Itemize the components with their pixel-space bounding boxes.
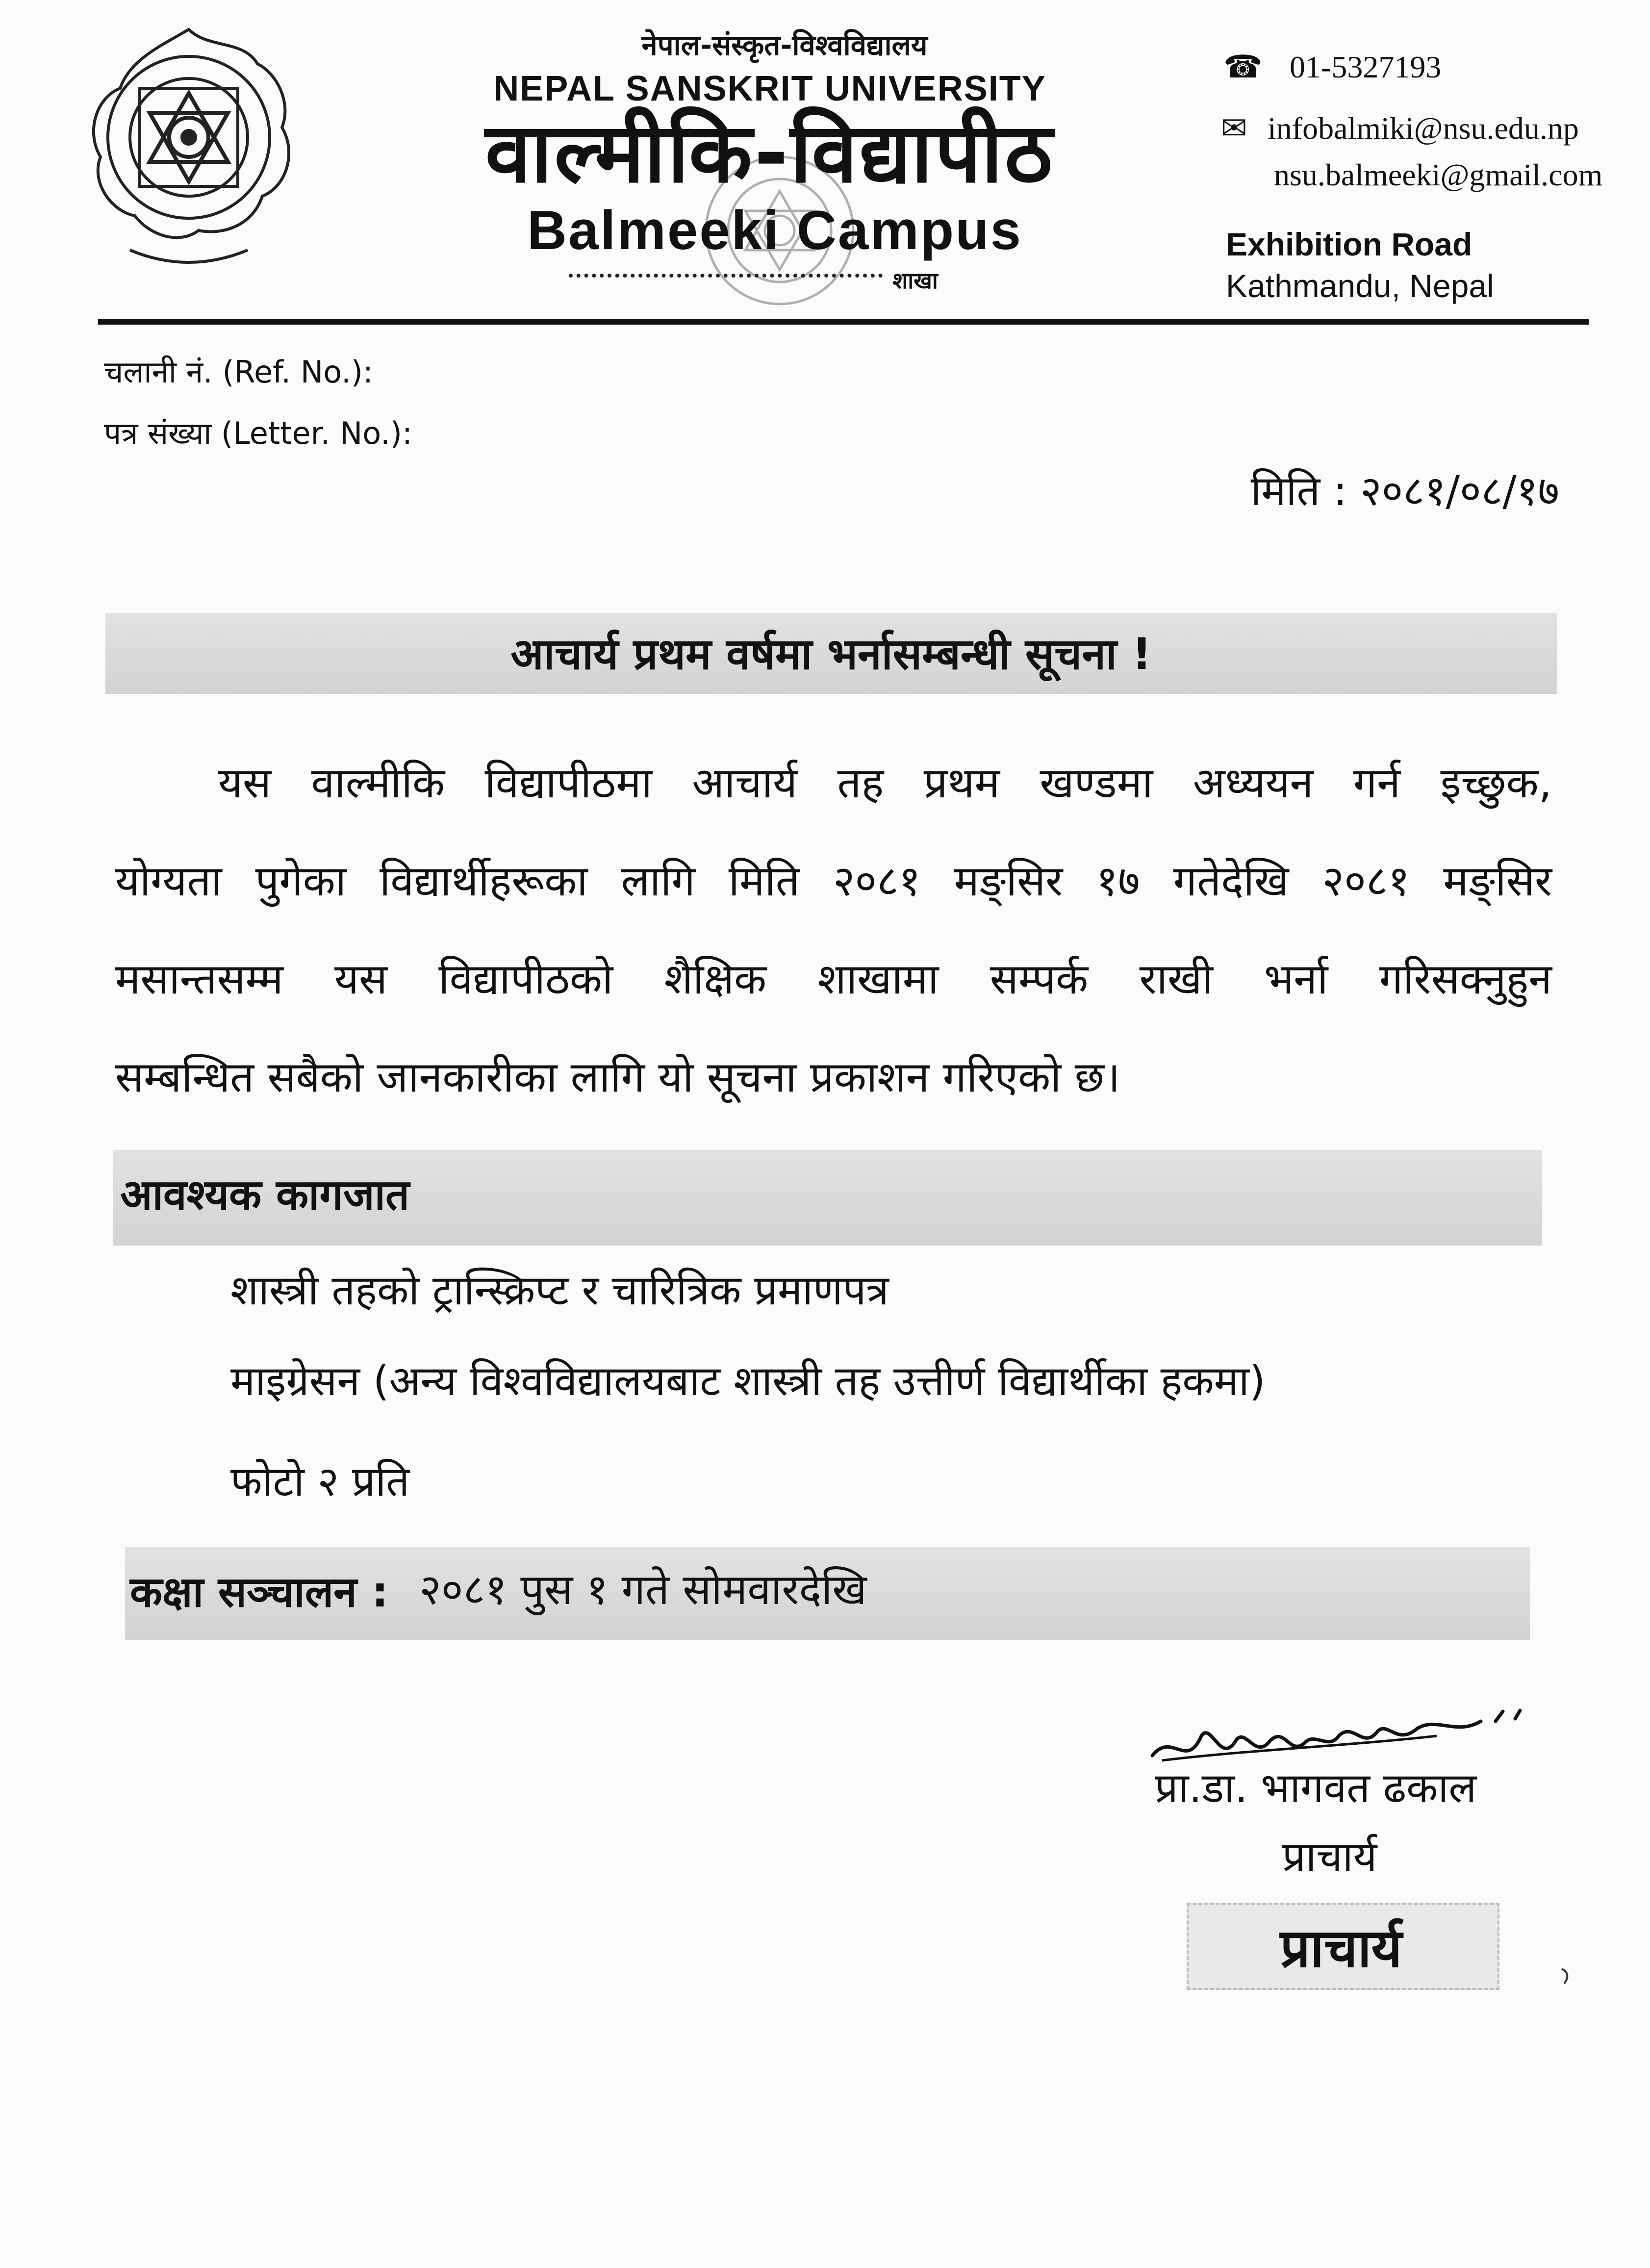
body-line-1: यस वाल्मीकि विद्यापीठमा आचार्य तह प्रथम खण्डमा अध्ययन गर्न इच्छुक, bbox=[218, 759, 1552, 808]
address-line-2: Kathmandu, Nepal bbox=[1226, 268, 1494, 304]
doc-item: शास्त्री तहको ट्रान्स्क्रिप्ट र चारित्रिक प्रमाणपत्र bbox=[230, 1266, 889, 1314]
campus-name-nepali: वाल्मीकि-विद्यापीठ bbox=[485, 105, 1055, 201]
class-start-label: कक्षा सञ्चालन : bbox=[130, 1568, 389, 1617]
branch-label: शाखा bbox=[892, 267, 938, 294]
signatory-title: प्राचार्य bbox=[1282, 1833, 1377, 1881]
mail-icon: ✉ bbox=[1221, 110, 1247, 147]
ref-number: चलानी नं. (Ref. No.): bbox=[104, 354, 373, 390]
university-name-nepali: नेपाल-संस्कृत-विश्वविद्यालय bbox=[641, 28, 928, 62]
signatory-name: प्रा.डा. भागवत ढकाल bbox=[1155, 1764, 1477, 1812]
doc-item: माइग्रेसन (अन्य विश्वविद्यालयबाट शास्त्री तह उत्तीर्ण विद्यार्थीका हकमा) bbox=[230, 1357, 1266, 1405]
body-line-4: सम्बन्धित सबैको जानकारीका लागि यो सूचना प्रकाशन गरिएको छ। bbox=[115, 1053, 1120, 1102]
email-primary: infobalmiki@nsu.edu.np bbox=[1268, 111, 1579, 146]
university-name-english: NEPAL SANSKRIT UNIVERSITY bbox=[493, 69, 1046, 108]
notice-title: आचार्य प्रथम वर्षमा भर्नासम्बन्धी सूचना ! bbox=[510, 629, 1152, 679]
notice-date: मिति : २०८१/०८/१७ bbox=[1250, 467, 1559, 515]
address-line-1: Exhibition Road bbox=[1226, 226, 1472, 262]
phone-number: 01-5327193 bbox=[1290, 50, 1442, 84]
doc-item: फोटो २ प्रति bbox=[230, 1457, 410, 1505]
university-logo bbox=[81, 20, 297, 270]
body-line-2: योग्यता पुगेका विद्यार्थीहरूका लागि मिति २०८१ मङ्सिर १७ गतेदेखि २०८१ मङ्सिर bbox=[115, 857, 1552, 906]
letter-number: पत्र संख्या (Letter. No.): bbox=[104, 415, 412, 451]
email-secondary: nsu.balmeeki@gmail.com bbox=[1274, 157, 1603, 192]
required-docs-heading: आवश्यक कागजात bbox=[120, 1171, 409, 1220]
ink-mark bbox=[1559, 1966, 1574, 1986]
dotted-line bbox=[569, 269, 883, 278]
body-line-3: मसान्तसम्म यस विद्यापीठको शैक्षिक शाखामा सम्पर्क राखी भर्ना गरिसक्नुहुन bbox=[115, 955, 1552, 1004]
stamp-text: प्राचार्य bbox=[1280, 1918, 1402, 1979]
header-divider bbox=[98, 319, 1589, 325]
phone-icon: ☎ bbox=[1223, 49, 1263, 85]
class-start-value: २०८१ पुस १ गते सोमवारदेखि bbox=[419, 1565, 867, 1614]
campus-name-english: Balmeeki Campus bbox=[527, 200, 1022, 261]
